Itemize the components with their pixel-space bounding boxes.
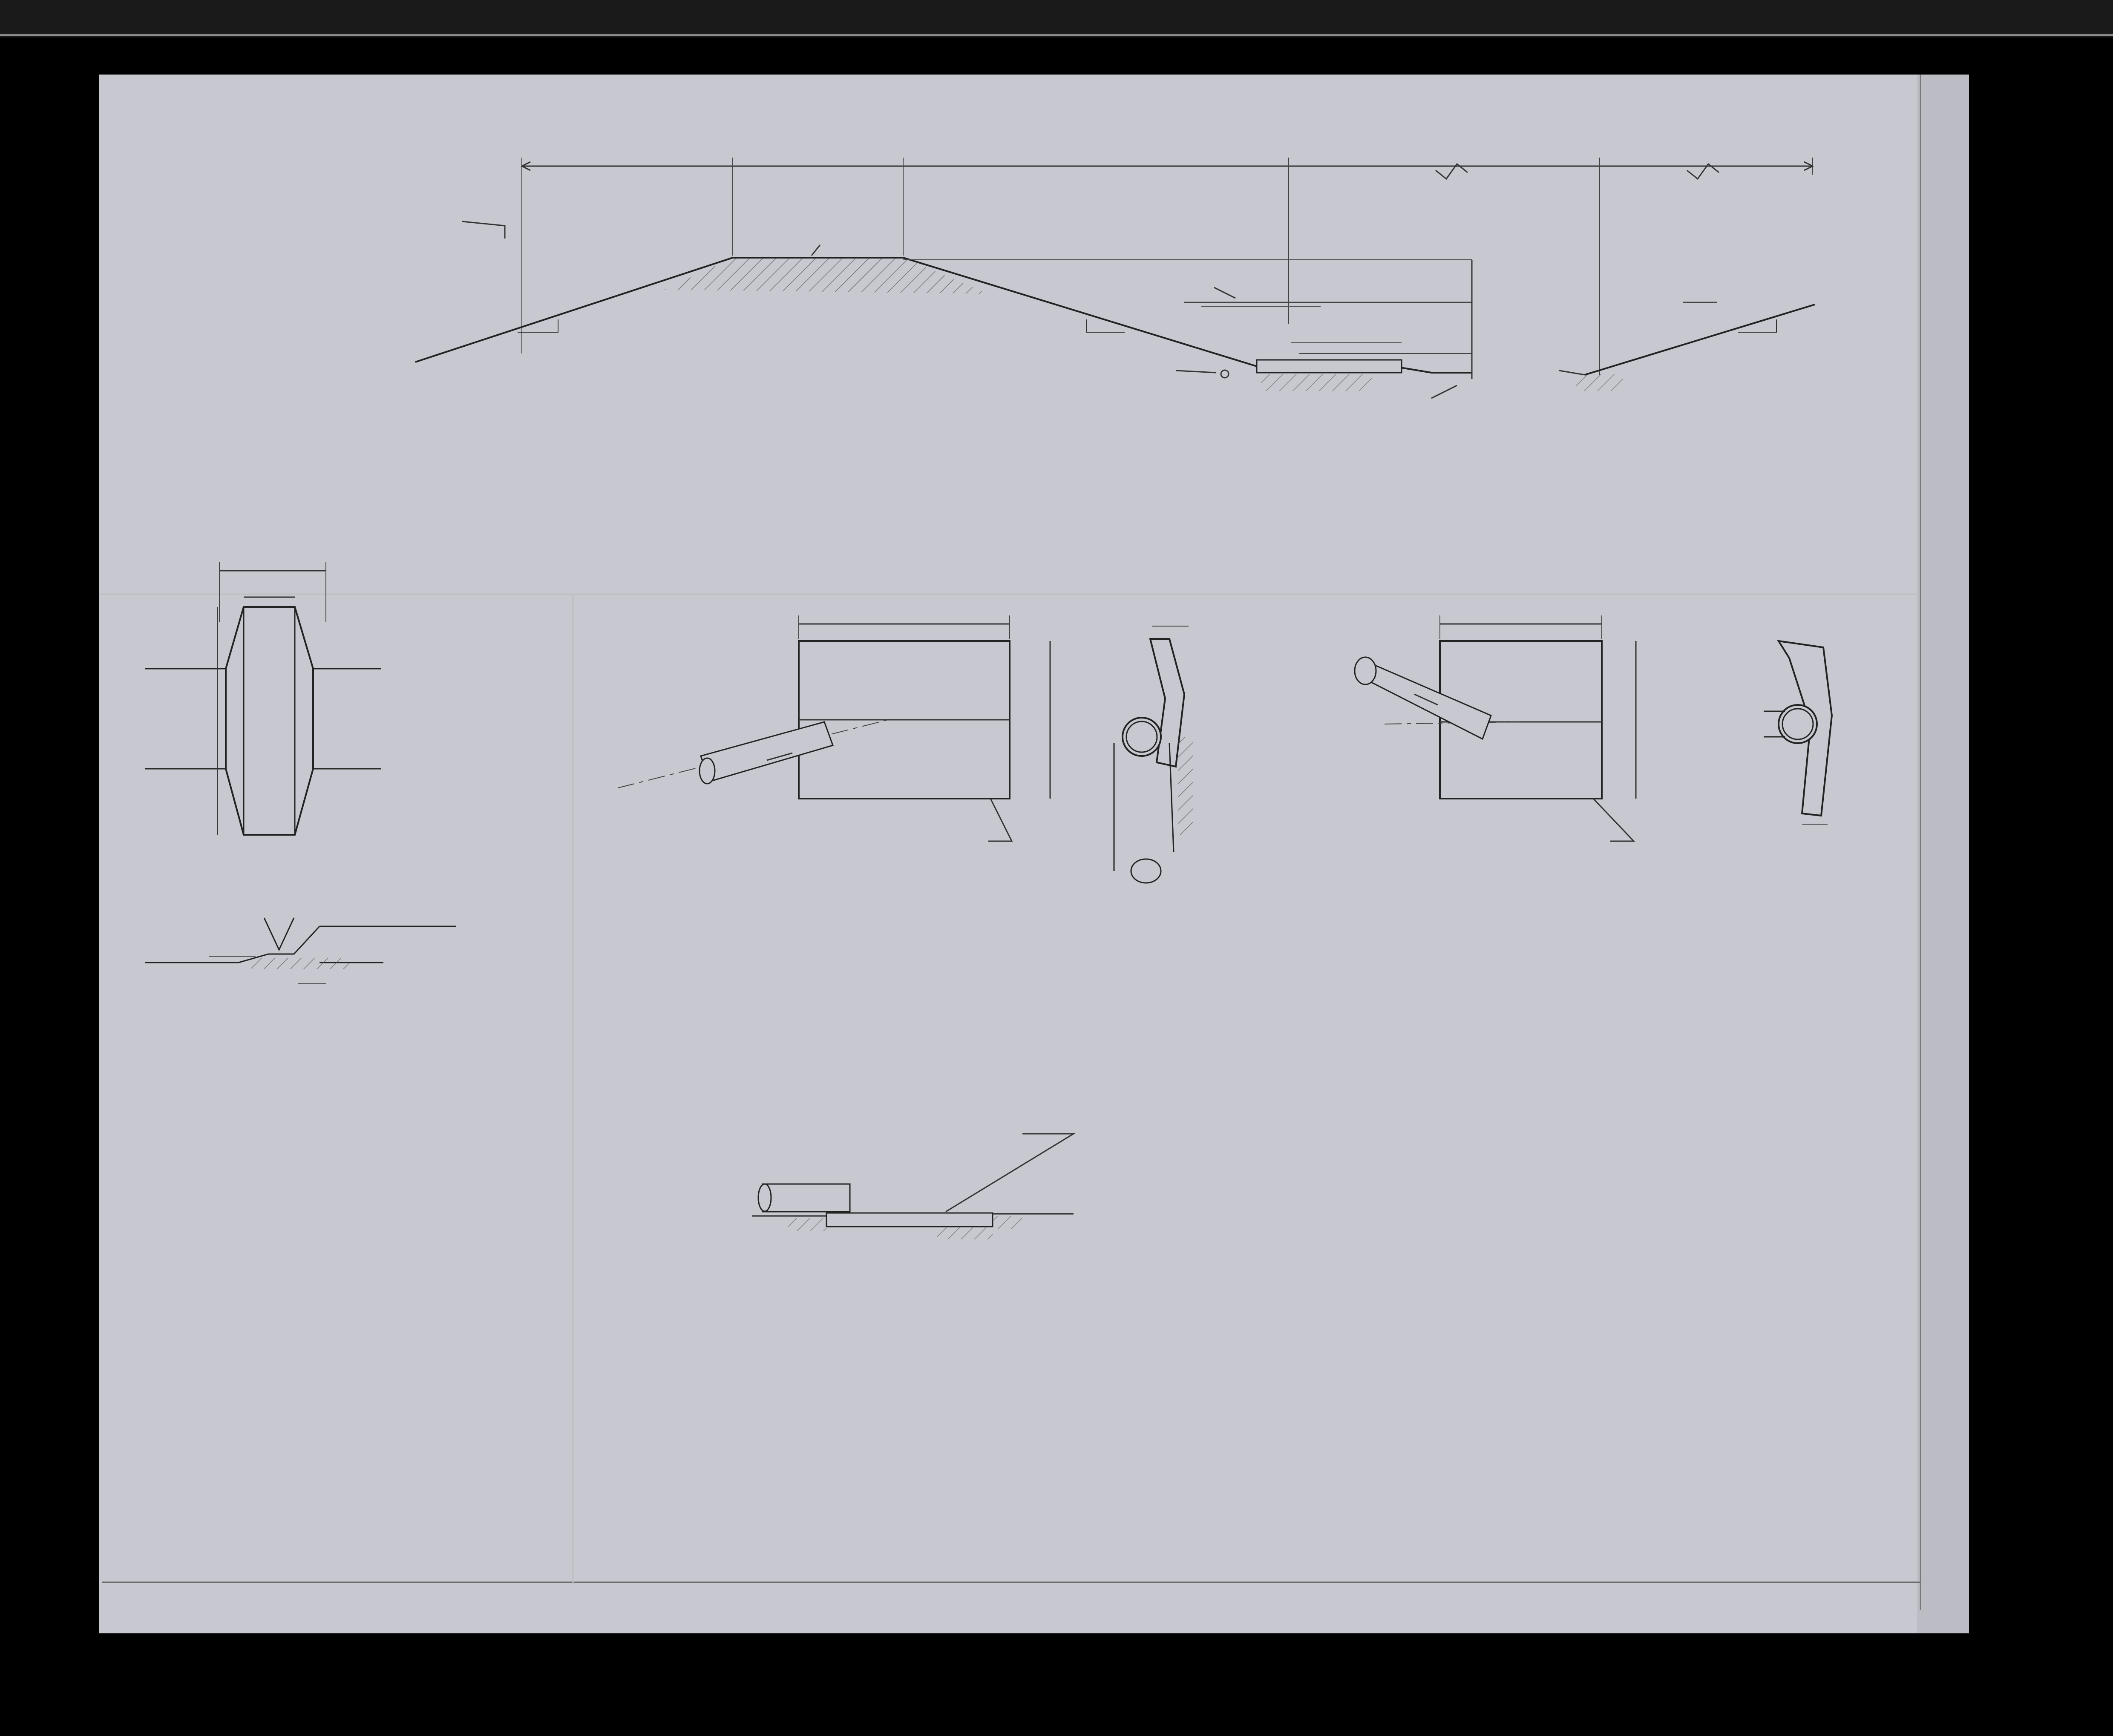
paper — [99, 75, 1969, 1633]
